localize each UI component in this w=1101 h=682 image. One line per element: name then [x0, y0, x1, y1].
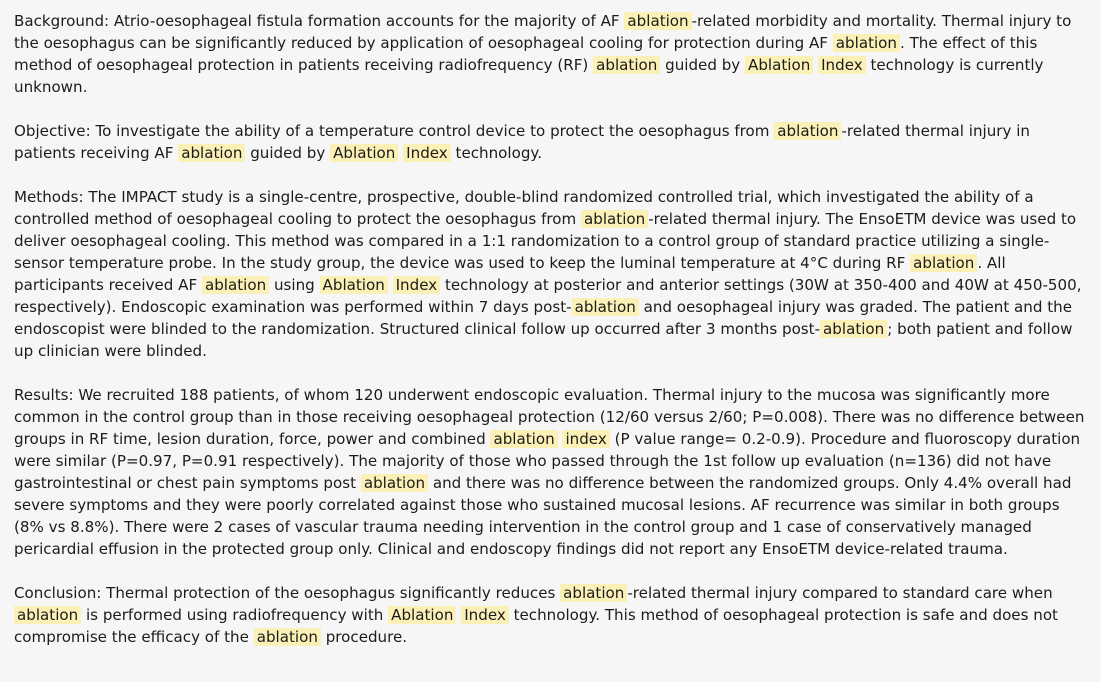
- highlighted-term: ablation: [833, 34, 900, 52]
- text-segment: technology at posterior and anterior settings (30W at 350-400 and 40W at 450-500, respectively). Endoscopic examination was performed within 7 days post-: [14, 276, 1082, 316]
- highlighted-term: Ablation: [320, 276, 388, 294]
- text-segment: and there was no difference between the randomized groups. Only 4.4% overall had severe symptoms and they were poorly correlated against those who sustained mucosal lesions. AF recurrence was similar in both groups (8% vs 8.8%). There were 2 cases of vascular trauma needing intervention in the control group and 1 case of conservatively managed pericardial effusion in the protected group only. Clinical and endoscopy findings did not report any EnsoETM device-related trauma.: [14, 474, 1072, 558]
- text-segment: [388, 276, 393, 294]
- text-segment: Conclusion: Thermal protection of the oesophagus significantly reduces: [14, 584, 561, 602]
- highlighted-term: Ablation: [388, 606, 456, 624]
- highlighted-term: index: [562, 430, 609, 448]
- text-segment: . All participants received AF: [14, 254, 1006, 294]
- highlighted-term: ablation: [14, 606, 81, 624]
- highlighted-term: Index: [393, 276, 441, 294]
- text-segment: is performed using radiofrequency with: [81, 606, 389, 624]
- text-segment: -related thermal injury in patients receiving AF: [14, 122, 1030, 162]
- text-segment: . The effect of this method of oesophageal protection in patients receiving radiofrequency (RF): [14, 34, 1038, 74]
- text-segment: Methods: The IMPACT study is a single-centre, prospective, double-blind randomized controlled trial, which investigated the ability of a controlled method of oesophageal cooling to protect the oesophagus from: [14, 188, 1034, 228]
- text-segment: technology.: [450, 144, 542, 162]
- paragraph-background: [14, 10, 1087, 98]
- text-segment: (P value range= 0.2-0.9). Procedure and fluoroscopy duration were similar (P=0.97, P=0.91 respectively). The majority of those who passed through the 1st follow up evaluation (n=136) did not have gastrointestinal or chest pain symptoms post: [14, 430, 1081, 492]
- highlighted-term: ablation: [572, 298, 639, 316]
- paragraph-objective: [14, 120, 1087, 164]
- text-segment: technology. This method of oesophageal protection is safe and does not compromise the efficacy of the: [14, 606, 1058, 646]
- text-segment: Results: We recruited 188 patients, of whom 120 underwent endoscopic evaluation. Thermal injury to the mucosa was significantly more common in the control group than in those receiving oesophageal protection (12/60 versus 2/60; P=0.008). There was no difference between groups in RF time, lesion duration, force, power and combined: [14, 386, 1085, 448]
- highlighted-term: ablation: [254, 628, 321, 646]
- text-segment: guided by: [660, 56, 746, 74]
- highlighted-term: ablation: [178, 144, 245, 162]
- text-segment: and oesophageal injury was graded. The patient and the endoscopist were blinded to the randomization. Structured clinical follow up occurred after 3 months post-: [14, 298, 1073, 338]
- paragraph-methods: [14, 186, 1087, 362]
- highlighted-term: ablation: [202, 276, 269, 294]
- highlighted-term: Ablation: [330, 144, 398, 162]
- text-segment: Objective: To investigate the ability of a temperature control device to protect the oesophagus from: [14, 122, 775, 140]
- highlighted-term: ablation: [820, 320, 887, 338]
- text-segment: ; both patient and follow up clinician were blinded.: [14, 320, 1073, 360]
- text-segment: Background: Atrio-oesophageal fistula formation accounts for the majority of AF: [14, 12, 625, 30]
- highlighted-term: Index: [818, 56, 866, 74]
- text-segment: -related morbidity and mortality. Thermal injury to the oesophagus can be significantly reduced by application of oesophageal cooling for protection during AF: [14, 12, 1072, 52]
- paragraph-conclusion: [14, 582, 1087, 648]
- text-segment: procedure.: [320, 628, 408, 646]
- text-segment: guided by: [245, 144, 331, 162]
- highlighted-term: ablation: [593, 56, 660, 74]
- text-segment: -related thermal injury compared to standard care when: [627, 584, 1053, 602]
- text-segment: technology is currently unknown.: [14, 56, 1044, 96]
- highlighted-term: Index: [403, 144, 451, 162]
- highlighted-term: Index: [461, 606, 509, 624]
- highlighted-term: ablation: [490, 430, 557, 448]
- highlighted-term: Ablation: [745, 56, 813, 74]
- text-segment: using: [269, 276, 320, 294]
- highlighted-term: ablation: [581, 210, 648, 228]
- highlighted-term: ablation: [361, 474, 428, 492]
- highlighted-term: ablation: [910, 254, 977, 272]
- highlighted-term: ablation: [624, 12, 691, 30]
- paragraph-results: [14, 384, 1087, 560]
- highlighted-term: ablation: [774, 122, 841, 140]
- text-segment: -related thermal injury. The EnsoETM device was used to deliver oesophageal cooling. This method was compared in a 1:1 randomization to a control group of standard practice utilizing a single-sensor temperature probe. In the study group, the device was used to keep the luminal temperature at 4°C during RF: [14, 210, 1077, 272]
- highlighted-term: ablation: [560, 584, 627, 602]
